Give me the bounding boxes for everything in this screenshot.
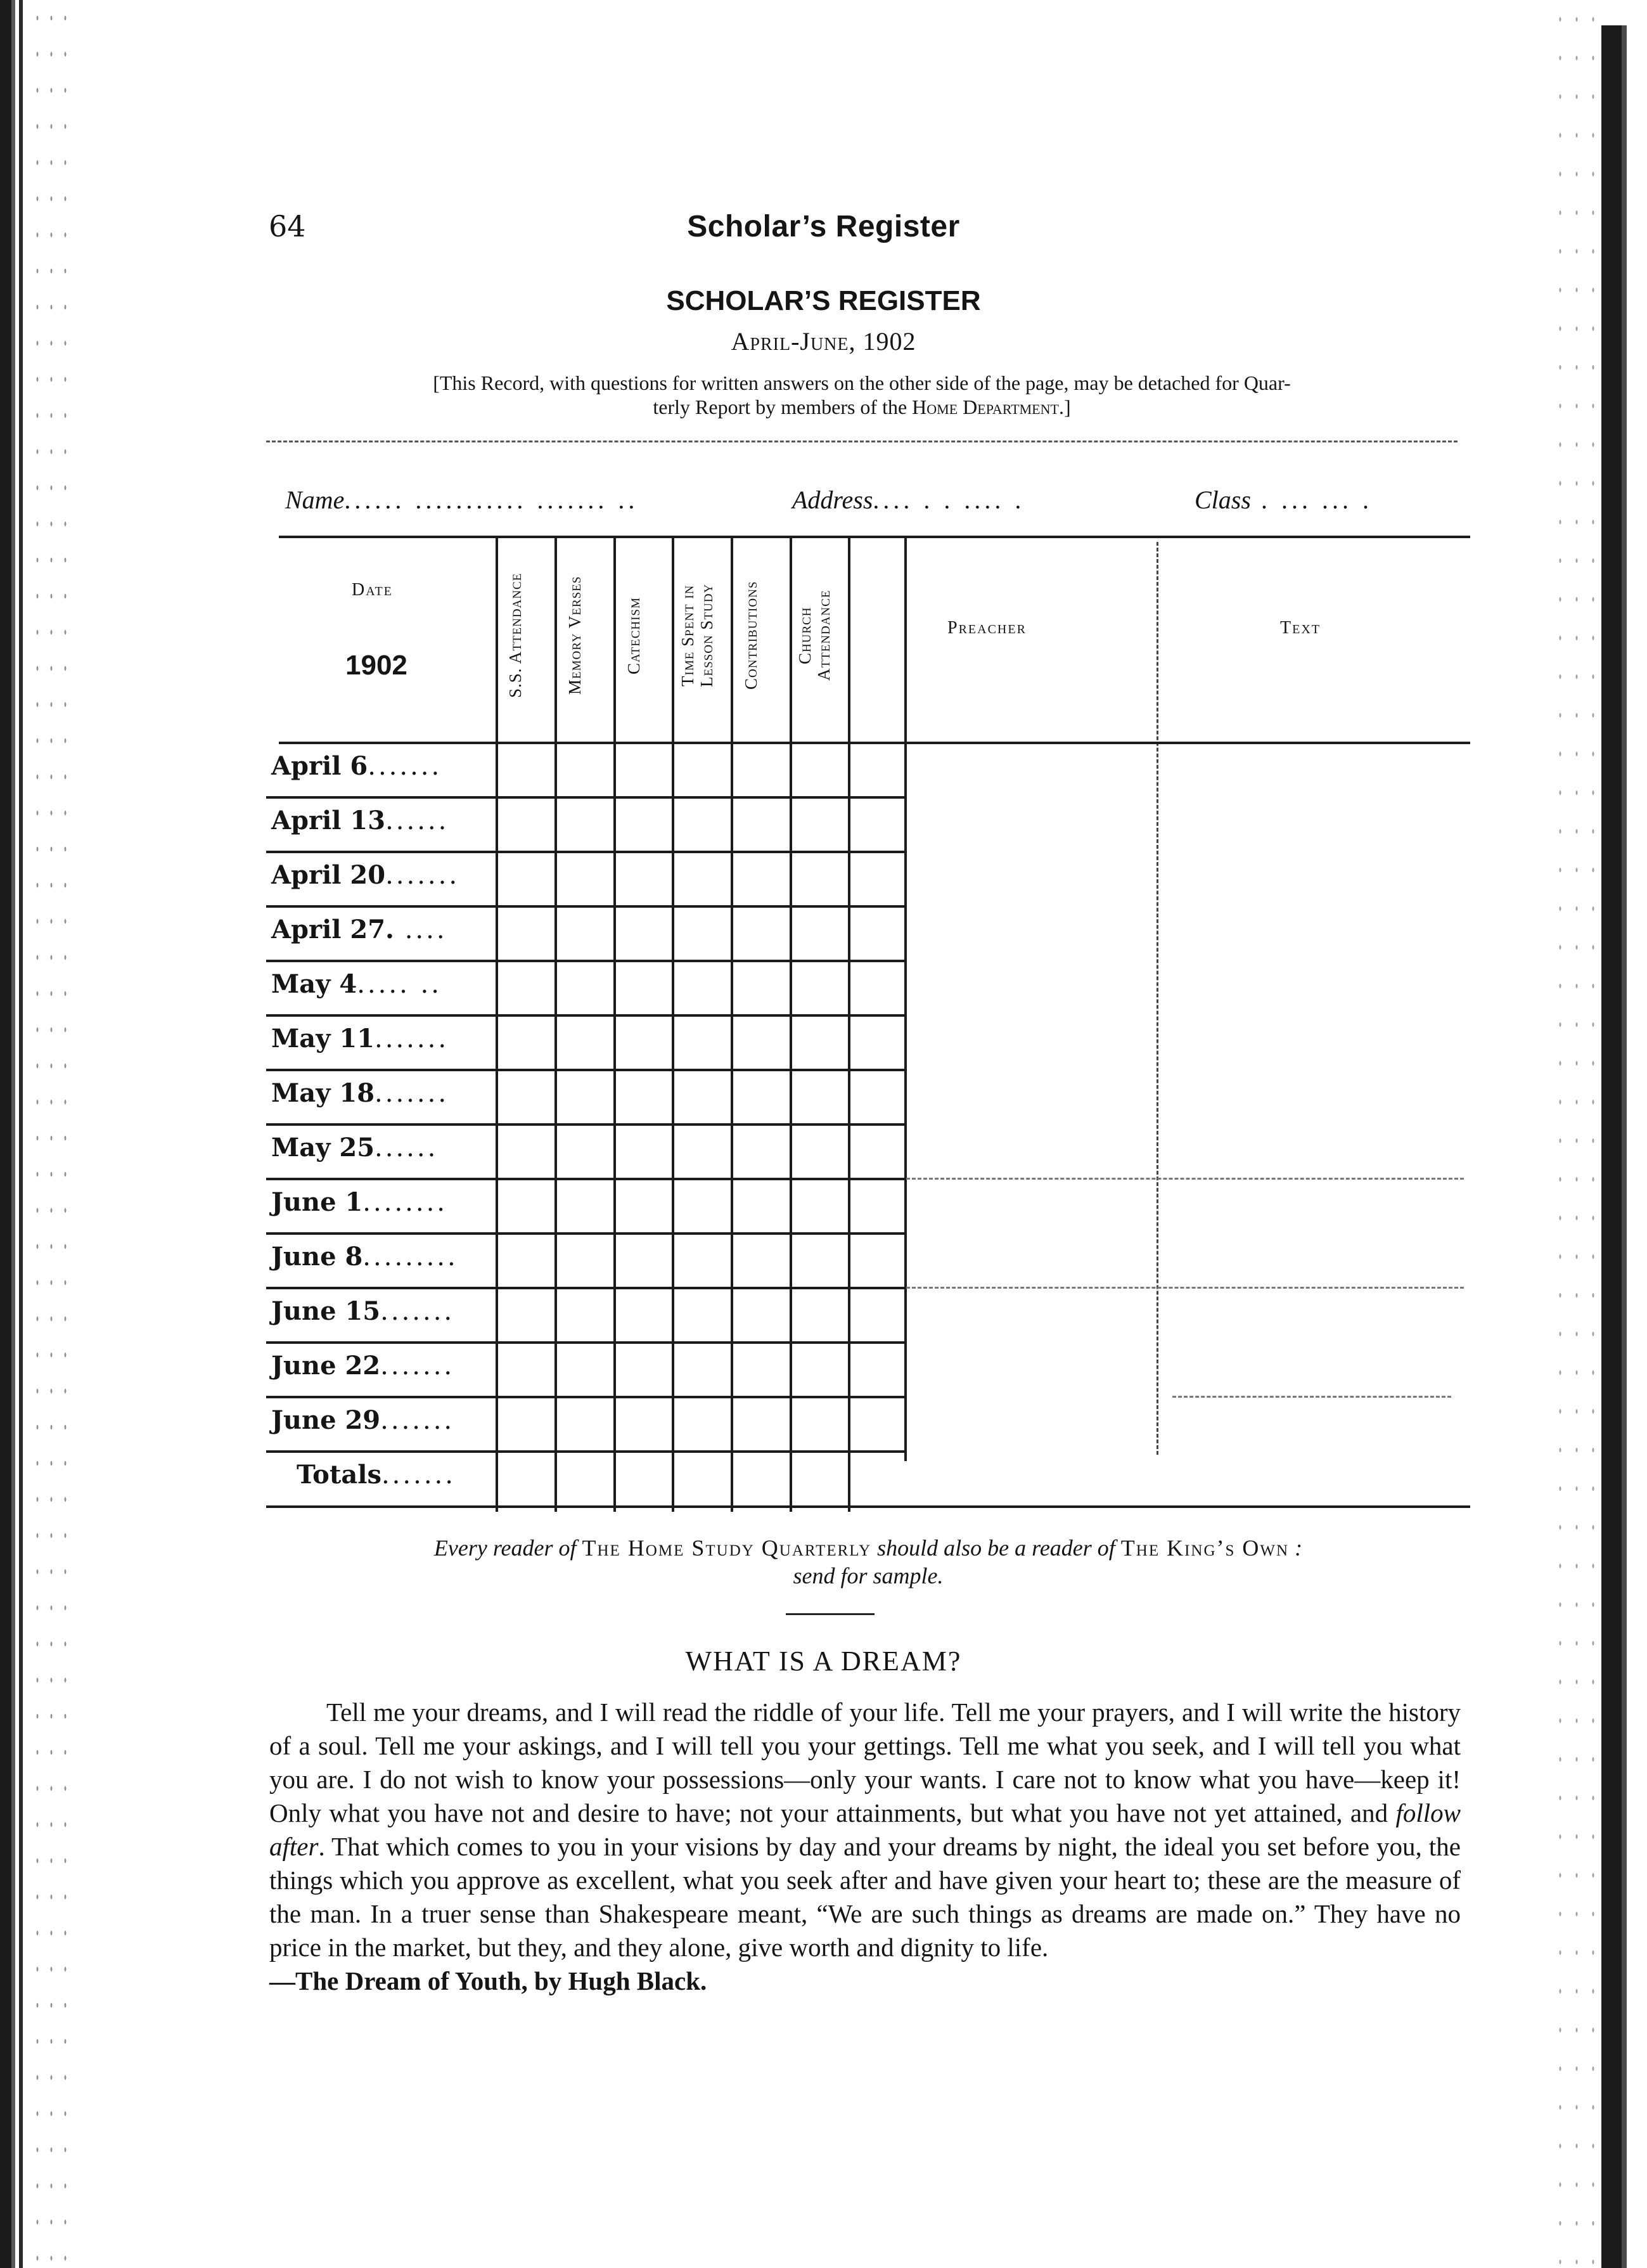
row-date-text: April 20 bbox=[271, 860, 386, 890]
header-ss-attendance: S.S. Attendance bbox=[506, 572, 525, 699]
essay-title: WHAT IS A DREAM? bbox=[685, 1646, 962, 1677]
header-date: Date bbox=[352, 580, 393, 600]
footnote-text-1: Every reader of bbox=[433, 1535, 582, 1561]
essay-text-a: Tell me your dreams, and I will read the riddle of your life. Tell me your prayers, and I will write the history of a soul. Tell me your askings, and I will tell you your gettings. Tell me what you seek, and I will tell you what you are. I do not wish to know your possessions—only your wants. I care not to know what you have—keep it! Only what you have not and desire to have; not your attainments, but what you have not yet attained, and bbox=[269, 1698, 1461, 1827]
name-label: Name bbox=[285, 486, 345, 514]
register-note-line2: terly Report by members of the bbox=[653, 396, 913, 418]
col-rule-4 bbox=[672, 536, 674, 1512]
row-date-text: April 27. bbox=[271, 915, 394, 944]
register-note bbox=[266, 371, 1458, 419]
scan-edge-right bbox=[1596, 25, 1647, 2268]
page-number: 64 bbox=[269, 209, 306, 243]
essay-emphasis: follow after bbox=[269, 1798, 1461, 1861]
footnote bbox=[266, 1534, 1470, 1590]
col-rule-7 bbox=[848, 536, 850, 1512]
address-field[interactable]: Address.... . . .... . bbox=[792, 486, 1025, 514]
row-date-april-20: April 20....... bbox=[271, 860, 460, 890]
header-contributions: Contributions bbox=[741, 581, 760, 690]
row-date-april-6: April 6....... bbox=[271, 751, 442, 781]
row-rule bbox=[266, 796, 906, 799]
essay-paragraph bbox=[269, 1696, 1461, 1964]
row-date-text: June 8 bbox=[271, 1242, 363, 1272]
header-catechism: Catechism bbox=[624, 596, 643, 674]
table-top-rule bbox=[279, 536, 1470, 538]
row-date-may-25: May 25...... bbox=[271, 1133, 439, 1163]
header-year: 1902 bbox=[345, 650, 407, 681]
name-field[interactable]: Name...... ........... ....... .. bbox=[285, 486, 639, 514]
essay-attribution: —The Dream of Youth, by Hugh Black. bbox=[269, 1966, 707, 1995]
row-date-may-4: May 4..... .. bbox=[271, 969, 442, 999]
row-rule bbox=[266, 1396, 906, 1398]
faint-rule bbox=[1172, 1396, 1451, 1398]
footnote-text-2: should also be a reader of bbox=[871, 1535, 1121, 1561]
row-rule bbox=[266, 1069, 906, 1071]
register-note-department: Home Department bbox=[912, 396, 1059, 418]
header-memory-verses: Memory Verses bbox=[565, 576, 584, 695]
register-dates: April-June, 1902 bbox=[731, 327, 916, 356]
address-label: Address bbox=[792, 486, 873, 514]
row-rule bbox=[266, 1287, 906, 1289]
faint-rule bbox=[906, 1178, 1464, 1180]
col-rule-8 bbox=[904, 536, 907, 1461]
col-rule-1 bbox=[496, 536, 498, 1512]
essay-body bbox=[269, 1696, 1461, 1998]
row-totals-text: Totals bbox=[297, 1460, 381, 1490]
header-church-attendance: Church Attendance bbox=[795, 590, 833, 681]
row-date-text: May 4 bbox=[271, 969, 357, 999]
row-date-april-13: April 13...... bbox=[271, 806, 449, 835]
row-rule bbox=[266, 905, 906, 908]
row-rule bbox=[266, 1341, 906, 1344]
footnote-line-2: send for sample. bbox=[793, 1563, 944, 1588]
row-rule bbox=[266, 1178, 906, 1180]
register-note-line1: [This Record, with questions for written answers on the other side of the page, may be detached for Quar- bbox=[433, 371, 1291, 394]
col-rule-9 bbox=[1157, 542, 1158, 1455]
header-time-spent: Time Spent in Lesson Study bbox=[678, 583, 716, 688]
row-date-june-29: June 29....... bbox=[271, 1405, 455, 1435]
register-table bbox=[266, 536, 1470, 1512]
row-date-text: June 22 bbox=[271, 1351, 381, 1381]
table-bottom-rule bbox=[266, 1505, 1470, 1508]
faint-rule bbox=[906, 1287, 1464, 1289]
class-field[interactable]: Class . ... ... . bbox=[1195, 486, 1373, 514]
footnote-text-3: : bbox=[1289, 1535, 1303, 1561]
row-date-text: May 11 bbox=[271, 1024, 375, 1053]
row-rule bbox=[266, 851, 906, 853]
row-rule bbox=[266, 1232, 906, 1235]
row-date-text: June 1 bbox=[271, 1187, 363, 1217]
row-rule bbox=[266, 1014, 906, 1017]
row-date-text: April 13 bbox=[271, 806, 386, 835]
row-date-text: June 15 bbox=[271, 1296, 381, 1326]
divider-dashed bbox=[266, 441, 1458, 442]
row-date-april-27: April 27. .... bbox=[271, 915, 447, 944]
row-date-may-11: May 11....... bbox=[271, 1024, 449, 1053]
row-date-june-8: June 8......... bbox=[271, 1242, 458, 1272]
col-rule-6 bbox=[790, 536, 792, 1512]
row-date-june-15: June 15....... bbox=[271, 1296, 455, 1326]
col-rule-3 bbox=[613, 536, 616, 1512]
header-preacher: Preacher bbox=[947, 618, 1027, 638]
row-rule bbox=[266, 1123, 906, 1126]
header-bottom-rule bbox=[279, 742, 1470, 744]
row-date-text: April 6 bbox=[271, 751, 368, 781]
footnote-publication-2: The King’s Own bbox=[1120, 1535, 1290, 1561]
header-text: Text bbox=[1280, 618, 1321, 638]
row-rule bbox=[266, 1450, 906, 1453]
section-divider bbox=[786, 1613, 875, 1615]
row-rule bbox=[266, 960, 906, 962]
row-date-june-22: June 22....... bbox=[271, 1351, 455, 1381]
running-head: Scholar’s Register bbox=[687, 210, 960, 243]
row-date-text: May 18 bbox=[271, 1078, 375, 1108]
row-date-june-1: June 1........ bbox=[271, 1187, 448, 1217]
row-date-text: May 25 bbox=[271, 1133, 375, 1163]
footnote-publication-1: The Home Study Quarterly bbox=[582, 1535, 872, 1561]
row-date-may-18: May 18....... bbox=[271, 1078, 449, 1108]
col-rule-2 bbox=[554, 536, 557, 1512]
class-label: Class bbox=[1195, 486, 1251, 514]
register-title: SCHOLAR’S REGISTER bbox=[666, 285, 981, 316]
row-date-text: June 29 bbox=[271, 1405, 381, 1435]
col-rule-5 bbox=[731, 536, 733, 1512]
essay-text-b: . That which comes to you in your visions by day and your dreams by night, the ideal you set before you, the things which you approve as excellent, what you seek after and have given your heart to; these are the measure of the man. In a truer sense than Shakespeare meant, “We are such things as dreams are made on.” They have no price in the market, but they, and they alone, give worth and dignity to life. bbox=[269, 1832, 1461, 1962]
register-note-end: .] bbox=[1058, 396, 1071, 418]
row-totals: Totals....... bbox=[297, 1460, 456, 1490]
